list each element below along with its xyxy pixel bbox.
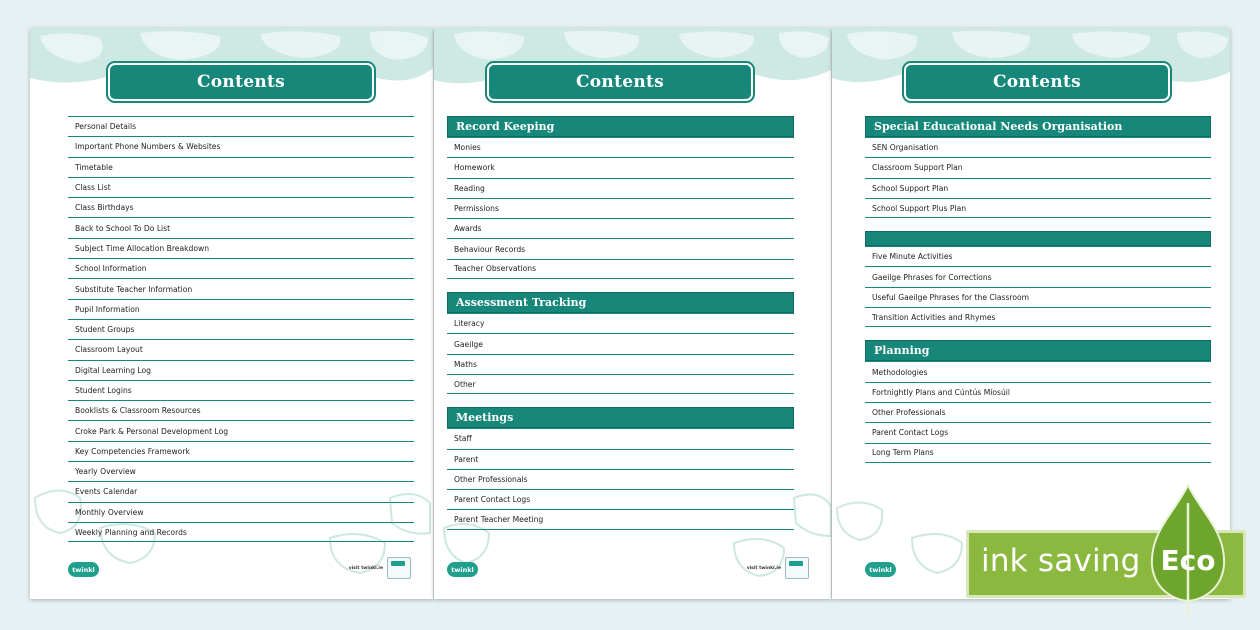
list-item: Yearly Overview xyxy=(68,461,414,481)
contents-page-1 xyxy=(30,28,433,599)
list-item: Long Term Plans xyxy=(865,443,1211,463)
list-item: Digital Learning Log xyxy=(68,360,414,380)
list-item: Booklists & Classroom Resources xyxy=(68,400,414,420)
contents-list xyxy=(865,116,1211,463)
list-item: Parent Teacher Meeting xyxy=(447,509,794,529)
eco-label: Eco xyxy=(1160,544,1216,577)
list-item: Parent xyxy=(447,449,794,469)
contents-list xyxy=(447,116,794,530)
list-item: Other xyxy=(447,374,794,394)
list-item: Useful Gaeilge Phrases for the Classroom xyxy=(865,287,1211,307)
list-item: Other Professionals xyxy=(447,469,794,489)
ink-saving-label: ink saving xyxy=(981,543,1141,579)
list-item: Substitute Teacher Information xyxy=(68,278,414,298)
list-item: Reading xyxy=(447,178,794,198)
list-item: Student Groups xyxy=(68,319,414,339)
list-item: Five Minute Activities xyxy=(865,246,1211,266)
list-item: Classroom Layout xyxy=(68,339,414,359)
list-item: Classroom Support Plan xyxy=(865,157,1211,177)
list-item: Student Logins xyxy=(68,380,414,400)
list-item: Literacy xyxy=(447,313,794,333)
list-item: Monies xyxy=(447,137,794,157)
contents-title-banner xyxy=(110,65,372,99)
list-item: Transition Activities and Rhymes xyxy=(865,307,1211,327)
contents-title-banner xyxy=(906,65,1168,99)
section-header: Assessment Tracking xyxy=(447,292,794,313)
list-item: Events Calendar xyxy=(68,481,414,501)
quality-badge-icon xyxy=(387,557,411,579)
contents-title: Contents xyxy=(992,72,1082,92)
quality-badge-icon xyxy=(785,557,809,579)
list-item: Subject Time Allocation Breakdown xyxy=(68,238,414,258)
list-item: Weekly Planning and Records xyxy=(68,522,414,542)
list-item: Staff xyxy=(447,428,794,448)
footer-right xyxy=(747,557,809,579)
section-header-blank xyxy=(865,231,1211,246)
list-item: Behaviour Records xyxy=(447,238,794,258)
list-item: School Information xyxy=(68,258,414,278)
list-item: Awards xyxy=(447,218,794,238)
list-item: Timetable xyxy=(68,157,414,177)
list-item: Class List xyxy=(68,177,414,197)
list-item: SEN Organisation xyxy=(865,137,1211,157)
list-item: Methodologies xyxy=(865,361,1211,381)
section-header: Record Keeping xyxy=(447,116,794,137)
footer-url: visit twinkl.ie xyxy=(746,565,781,571)
footer-right xyxy=(349,557,411,579)
list-item: Pupil Information xyxy=(68,299,414,319)
list-item: School Support Plan xyxy=(865,178,1211,198)
list-item: Homework xyxy=(447,157,794,177)
list-item: Other Professionals xyxy=(865,402,1211,422)
list-item: Gaeilge Phrases for Corrections xyxy=(865,266,1211,286)
list-item: Croke Park & Personal Development Log xyxy=(68,420,414,440)
section-header: Special Educational Needs Organisation xyxy=(865,116,1211,137)
list-item: Key Competencies Framework xyxy=(68,441,414,461)
footer-url: visit twinkl.ie xyxy=(348,565,383,571)
list-item: Permissions xyxy=(447,198,794,218)
twinkl-logo: twinkl xyxy=(447,562,478,577)
list-item: Maths xyxy=(447,354,794,374)
contents-title: Contents xyxy=(196,72,286,92)
contents-title-banner xyxy=(489,65,751,99)
contents-title: Contents xyxy=(575,72,665,92)
twinkl-logo: twinkl xyxy=(68,562,99,577)
list-item: Class Birthdays xyxy=(68,197,414,217)
list-item: Fortnightly Plans and Cúntús Míosúil xyxy=(865,382,1211,402)
contents-page-2 xyxy=(434,28,831,599)
list-item: Back to School To Do List xyxy=(68,217,414,237)
twinkl-logo: twinkl xyxy=(865,562,896,577)
list-item: Parent Contact Logs xyxy=(865,422,1211,442)
list-item: Gaeilge xyxy=(447,333,794,353)
list-item: School Support Plus Plan xyxy=(865,198,1211,218)
list-item: Monthly Overview xyxy=(68,502,414,522)
contents-list xyxy=(68,116,414,542)
list-item: Personal Details xyxy=(68,116,414,136)
section-header: Meetings xyxy=(447,407,794,428)
list-item: Teacher Observations xyxy=(447,259,794,279)
section-header: Planning xyxy=(865,340,1211,361)
list-item: Parent Contact Logs xyxy=(447,489,794,509)
list-item: Important Phone Numbers & Websites xyxy=(68,136,414,156)
